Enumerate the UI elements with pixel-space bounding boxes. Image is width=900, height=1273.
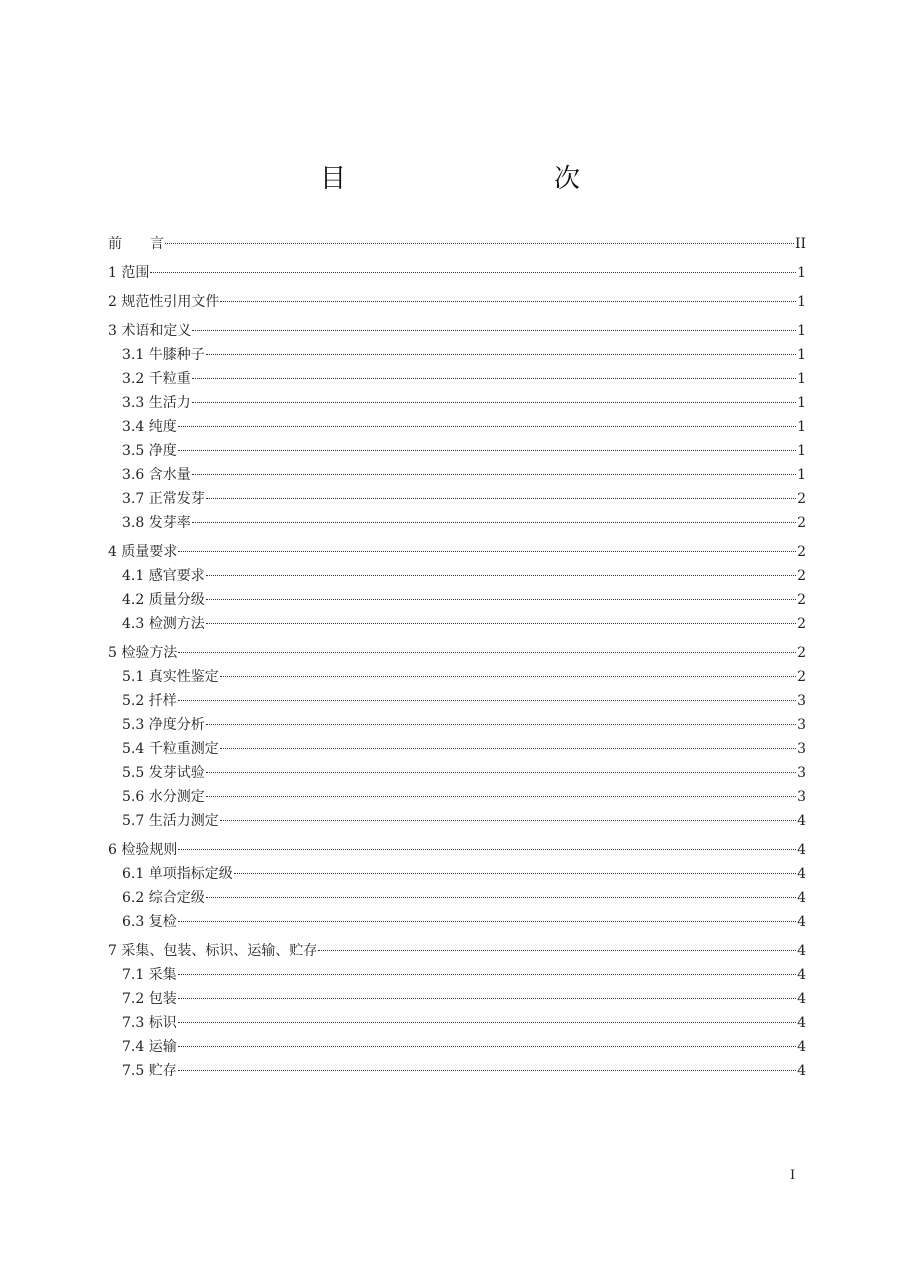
toc-entry[interactable] <box>108 232 806 256</box>
toc-leader-dots <box>192 402 796 403</box>
toc-entry-text: 发芽率 <box>148 515 191 531</box>
toc-entry-label <box>122 785 205 809</box>
toc-entry-label <box>108 641 177 665</box>
toc-leader-dots <box>206 796 796 797</box>
toc-entry-label <box>122 391 191 415</box>
toc-entry[interactable] <box>108 540 806 564</box>
toc-leader-dots <box>220 820 796 821</box>
toc-entry-number: 4.2 <box>122 592 145 608</box>
toc-entry-number: 5.6 <box>122 789 145 805</box>
toc-page-number: II <box>794 236 806 252</box>
toc-entry-number: 5.2 <box>122 693 145 709</box>
page-title: 目 次 <box>319 164 632 194</box>
toc-entry-text: 水分测定 <box>148 789 205 805</box>
toc-page-number: 4 <box>797 890 806 906</box>
toc-leader-dots <box>206 575 796 576</box>
toc-subentry[interactable] <box>108 785 806 809</box>
toc-leader-dots <box>220 676 796 677</box>
toc-entry-label <box>108 261 149 285</box>
toc-entry-label <box>122 487 205 511</box>
toc-entry-text: 规范性引用文件 <box>121 294 220 310</box>
toc-entry-text: 范围 <box>121 265 150 281</box>
toc-leader-dots <box>178 921 796 922</box>
toc-entry-text: 复检 <box>148 914 177 930</box>
toc-entry-number: 7.3 <box>122 1015 145 1031</box>
toc-subentry[interactable] <box>108 415 806 439</box>
toc-leader-dots <box>178 849 796 850</box>
toc-leader-dots <box>206 354 796 355</box>
toc-leader-dots <box>220 301 796 302</box>
toc-leader-dots <box>178 998 796 999</box>
toc-page-number: 4 <box>797 943 806 959</box>
toc-page-number: 1 <box>797 467 806 483</box>
toc-subentry[interactable] <box>108 737 806 761</box>
toc-page-number: 4 <box>797 866 806 882</box>
toc-entry-number: 3 <box>108 323 117 339</box>
toc-entry-number: 2 <box>108 294 117 310</box>
toc-entry-text: 净度 <box>148 443 177 459</box>
toc-leader-dots <box>206 498 796 499</box>
toc-page-number: 2 <box>797 568 806 584</box>
toc-entry-label <box>122 564 205 588</box>
toc-subentry[interactable] <box>108 511 806 535</box>
toc-page-number: 1 <box>797 347 806 363</box>
toc-entry-label <box>122 665 219 689</box>
toc-entry-label <box>122 1059 177 1083</box>
toc-entry-text: 生活力测定 <box>148 813 219 829</box>
toc-entry-label <box>122 415 177 439</box>
toc-leader-dots <box>178 974 796 975</box>
toc-subentry[interactable] <box>108 1035 806 1059</box>
toc-entry-text: 感官要求 <box>148 568 205 584</box>
toc-subentry[interactable] <box>108 862 806 886</box>
toc-entry-label <box>122 910 177 934</box>
toc-leader-dots <box>206 772 796 773</box>
toc-page-number: 4 <box>797 967 806 983</box>
toc-entry-number: 5.1 <box>122 669 145 685</box>
toc-page-number: 4 <box>797 1039 806 1055</box>
toc-entry[interactable] <box>108 290 806 314</box>
toc-entry-number: 5.4 <box>122 741 145 757</box>
toc-leader-dots <box>206 724 796 725</box>
toc-page-number: 4 <box>797 914 806 930</box>
toc-entry-text: 运输 <box>148 1039 177 1055</box>
toc-leader-dots <box>192 378 796 379</box>
toc-entry-number: 6.2 <box>122 890 145 906</box>
toc-leader-dots <box>178 450 796 451</box>
toc-subentry[interactable] <box>108 588 806 612</box>
toc-page-number: 1 <box>797 395 806 411</box>
toc-entry-number: 3.3 <box>122 395 145 411</box>
toc-entry[interactable] <box>108 939 806 963</box>
toc-page-number: 2 <box>797 592 806 608</box>
toc-leader-dots <box>220 748 796 749</box>
toc-entry-text: 含水量 <box>148 467 191 483</box>
toc-leader-dots <box>150 272 796 273</box>
toc-leader-dots <box>192 330 796 331</box>
toc-entry-label <box>108 838 177 862</box>
toc-subentry[interactable] <box>108 689 806 713</box>
toc-leader-dots <box>178 1046 796 1047</box>
toc-entry-label <box>122 463 191 487</box>
toc-leader-dots <box>165 243 794 244</box>
toc-leader-dots <box>192 474 796 475</box>
toc-entry[interactable] <box>108 641 806 665</box>
toc-subentry[interactable] <box>108 761 806 785</box>
toc-entry-number: 5.7 <box>122 813 145 829</box>
toc-leader-dots <box>206 599 796 600</box>
toc-entry[interactable] <box>108 319 806 343</box>
toc-page-number: 3 <box>797 765 806 781</box>
toc-entry-text: 前 言 <box>108 236 164 252</box>
toc-entry-text: 千粒重 <box>148 371 191 387</box>
toc-page-number: 1 <box>797 419 806 435</box>
toc-entry-text: 净度分析 <box>148 717 205 733</box>
toc-entry-label <box>108 319 191 343</box>
toc-subentry[interactable] <box>108 487 806 511</box>
toc-entry-text: 单项指标定级 <box>148 866 233 882</box>
toc-entry-text: 生活力 <box>148 395 191 411</box>
toc-entry-number: 6.3 <box>122 914 145 930</box>
toc-page-number: 1 <box>797 294 806 310</box>
toc-entry-number: 4.3 <box>122 616 145 632</box>
toc-leader-dots <box>178 426 796 427</box>
toc-leader-dots <box>178 551 796 552</box>
toc-entry-text: 包装 <box>148 991 177 1007</box>
toc-entry-label <box>108 540 177 564</box>
toc-entry-label <box>122 343 205 367</box>
toc-entry-text: 检测方法 <box>148 616 205 632</box>
toc-page-number: 2 <box>797 616 806 632</box>
toc-subentry[interactable] <box>108 713 806 737</box>
toc-page-number: 2 <box>797 544 806 560</box>
toc-entry-label <box>122 1035 177 1059</box>
toc-leader-dots <box>192 522 796 523</box>
toc-entry-label <box>122 439 177 463</box>
toc-entry-text: 术语和定义 <box>121 323 192 339</box>
toc-entry-label <box>122 862 233 886</box>
toc-entry-number: 7 <box>108 943 117 959</box>
toc-entry-text: 正常发芽 <box>148 491 205 507</box>
toc-page-number: 2 <box>797 645 806 661</box>
toc-entry-number: 5.3 <box>122 717 145 733</box>
toc-entry-label <box>122 367 191 391</box>
toc-entry-label <box>108 290 219 314</box>
toc-entry-number: 3.8 <box>122 515 145 531</box>
toc-entry-text: 标识 <box>148 1015 177 1031</box>
toc-entry-label <box>122 1011 177 1035</box>
toc-page-number: 4 <box>797 991 806 1007</box>
toc-entry-number: 7.4 <box>122 1039 145 1055</box>
toc-subentry[interactable] <box>108 1059 806 1083</box>
toc-subentry[interactable] <box>108 809 806 833</box>
toc-leader-dots <box>206 897 796 898</box>
toc-page-number: 4 <box>797 813 806 829</box>
toc-entry-number: 5 <box>108 645 117 661</box>
toc-entry[interactable] <box>108 261 806 285</box>
toc-subentry[interactable] <box>108 987 806 1011</box>
toc-entry-number: 3.6 <box>122 467 145 483</box>
toc-entry-text: 质量分级 <box>148 592 205 608</box>
toc-entry-label <box>122 713 205 737</box>
toc-page-number: 1 <box>797 371 806 387</box>
toc-leader-dots <box>178 652 796 653</box>
toc-page-number: 3 <box>797 717 806 733</box>
toc-page-number: 4 <box>797 1015 806 1031</box>
toc-entry-text: 采集 <box>148 967 177 983</box>
toc-entry-number: 7.2 <box>122 991 145 1007</box>
toc-entry-text: 质量要求 <box>121 544 178 560</box>
toc-leader-dots <box>206 623 796 624</box>
toc-subentry[interactable] <box>108 439 806 463</box>
toc-entry-text: 千粒重测定 <box>148 741 219 757</box>
toc-page-number: 4 <box>797 1063 806 1079</box>
toc-subentry[interactable] <box>108 343 806 367</box>
toc-entry-label <box>122 511 191 535</box>
toc-entry-number: 3.5 <box>122 443 145 459</box>
toc-entry-label <box>122 963 177 987</box>
toc-entry-text: 真实性鉴定 <box>148 669 219 685</box>
toc-entry-number: 7.5 <box>122 1063 145 1079</box>
toc-leader-dots <box>234 873 796 874</box>
toc-leader-dots <box>178 1022 796 1023</box>
toc-entry-number: 4 <box>108 544 117 560</box>
toc-entry-number: 5.5 <box>122 765 145 781</box>
toc-subentry[interactable] <box>108 910 806 934</box>
toc-entry-text: 牛膝种子 <box>148 347 205 363</box>
toc-entry-label <box>122 886 205 910</box>
toc-page-number: 1 <box>797 323 806 339</box>
toc-page-number: 2 <box>797 491 806 507</box>
toc-subentry[interactable] <box>108 886 806 910</box>
toc-subentry[interactable] <box>108 963 806 987</box>
toc-entry[interactable] <box>108 838 806 862</box>
toc-entry-number: 3.4 <box>122 419 145 435</box>
toc-entry-text: 纯度 <box>148 419 177 435</box>
toc-entry-label <box>122 612 205 636</box>
toc-entry-text: 发芽试验 <box>148 765 205 781</box>
toc-subentry[interactable] <box>108 367 806 391</box>
toc-subentry[interactable] <box>108 665 806 689</box>
toc-entry-number: 3.2 <box>122 371 145 387</box>
toc-leader-dots <box>178 1070 796 1071</box>
toc-subentry[interactable] <box>108 564 806 588</box>
toc-entry-text: 采集、包装、标识、运输、贮存 <box>121 943 318 959</box>
toc-page-number: 3 <box>797 741 806 757</box>
toc-subentry[interactable] <box>108 612 806 636</box>
toc-page-number: 4 <box>797 842 806 858</box>
toc-entry-number: 3.7 <box>122 491 145 507</box>
page-number: I <box>790 1168 796 1183</box>
toc-entry-number: 4.1 <box>122 568 145 584</box>
toc-entry-text: 综合定级 <box>148 890 205 906</box>
toc-entry-number: 6.1 <box>122 866 145 882</box>
toc-entry-label <box>108 939 317 963</box>
table-of-contents <box>108 232 806 1083</box>
toc-entry-label <box>122 689 177 713</box>
toc-entry-number: 1 <box>108 265 117 281</box>
toc-entry-label <box>122 761 205 785</box>
toc-page-number: 1 <box>797 265 806 281</box>
toc-entry-text: 检验规则 <box>121 842 178 858</box>
toc-subentry[interactable] <box>108 463 806 487</box>
toc-entry-number: 6 <box>108 842 117 858</box>
toc-entry-number: 3.1 <box>122 347 145 363</box>
toc-subentry[interactable] <box>108 1011 806 1035</box>
toc-entry-label <box>122 987 177 1011</box>
toc-entry-label <box>122 809 219 833</box>
toc-page-number: 3 <box>797 789 806 805</box>
toc-entry-label <box>122 737 219 761</box>
toc-page-number: 2 <box>797 515 806 531</box>
toc-entry-text: 扦样 <box>148 693 177 709</box>
toc-entry-text: 检验方法 <box>121 645 178 661</box>
toc-entry-label <box>122 588 205 612</box>
toc-leader-dots <box>178 700 796 701</box>
toc-entry-label <box>108 232 164 256</box>
toc-entry-number: 7.1 <box>122 967 145 983</box>
toc-entry-text: 贮存 <box>148 1063 177 1079</box>
toc-page-number: 3 <box>797 693 806 709</box>
toc-page-number: 1 <box>797 443 806 459</box>
toc-subentry[interactable] <box>108 391 806 415</box>
toc-leader-dots <box>318 950 796 951</box>
toc-page-number: 2 <box>797 669 806 685</box>
